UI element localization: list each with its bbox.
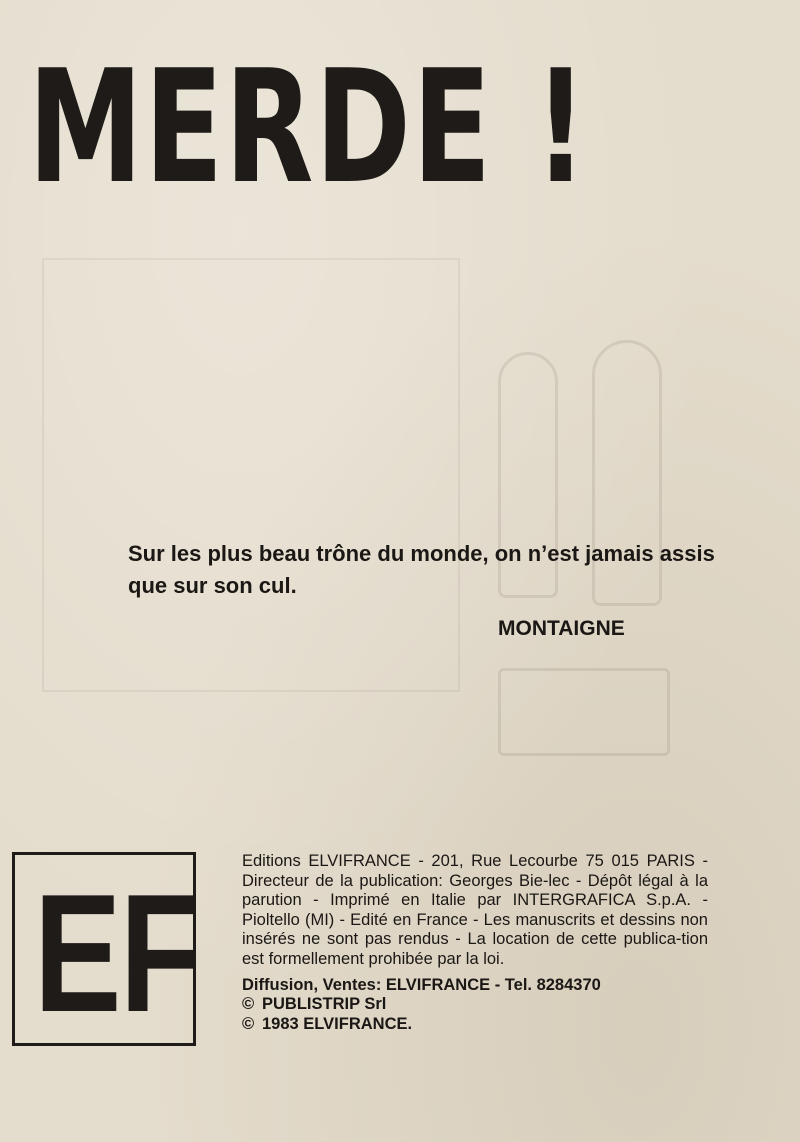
imprint-copyright-line [242,1015,708,1035]
show-through-panel [42,258,460,692]
imprint-copyright-line [242,995,708,1015]
quote-author: MONTAIGNE [498,617,625,640]
imprint-block [242,852,708,1034]
page-title: MERDE ! [28,36,589,218]
copyright-icon: © [242,1014,255,1033]
quote-text: Sur les plus beau trône du monde, on n’est jamais assis que sur son cul. [128,541,715,598]
imprint-legal-text: Editions ELVIFRANCE - 201, Rue Lecourbe 75 015 PARIS - Directeur de la publication: Georges Bie-lec - Dépôt légal à la parution - Imprimé en Italie par INTERGRAFICA S.p.A. - Pioltello (MI) - Edité en France - Les manuscrits et dessins non insérés ne sont pas rendus - La location de cette publica-tion est formellement prohibée par la loi. [242,852,708,968]
copyright-elvifrance: 1983 ELVIFRANCE. [262,1014,413,1033]
show-through-shape [498,668,670,756]
copyright-publistrip: PUBLISTRIP Srl [262,995,387,1014]
copyright-icon: © [242,995,255,1014]
publisher-logo: EF [34,859,199,1047]
imprint-distribution: Diffusion, Ventes: ELVIFRANCE - Tel. 8284370 [242,975,601,994]
